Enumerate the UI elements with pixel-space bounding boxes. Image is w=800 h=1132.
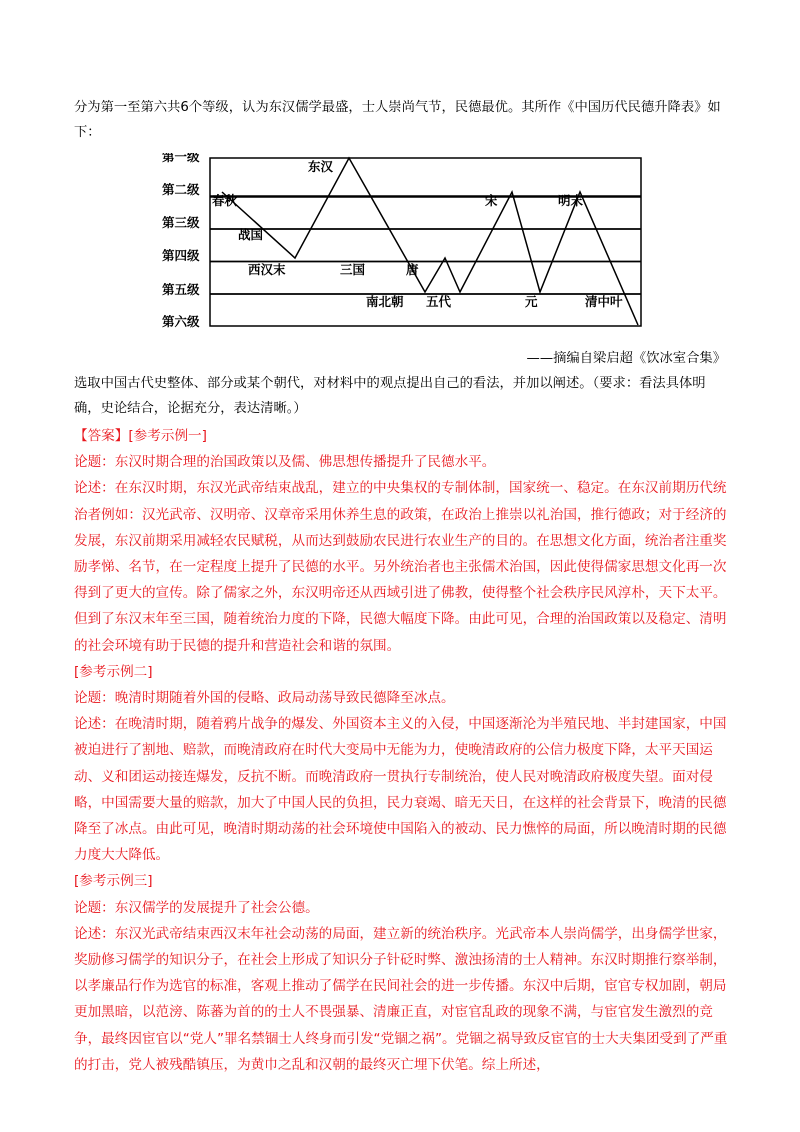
era-label-11: 元 — [525, 294, 538, 309]
argument-3: 论述：东汉光武帝结束西汉末年社会动荡的局面，建立新的统治秩序。光武帝本人崇尚儒学，出身儒学世家，奖励修习儒学的知识分子，在社会上形成了知识分子针砭时弊、激浊扬清的士人精神。东汉时期推行察举制，以孝廉品行作为选官的标准，客观上推动了儒学在民间社会的进一步传播。东汉中后期，宦官专权加剧，朝局更加黑暗，以范滂、陈蕃为首的的士人不畏强暴、清廉正直，对宦官乱政的现象不满，与宦官发生激烈的竞争，最终因宦官以“党人”罪名禁锢士人终身而引发“党锢之祸”。党锢之祸导致反宦官的士大夫集团受到了严重的打击，党人被残酷镇压，为黄巾之乱和汉朝的最终灭亡埋下伏笔。综上所述， — [74, 925, 728, 1073]
era-label-6: 唐 — [406, 262, 419, 277]
example-heading-2: [参考示例二] — [74, 663, 153, 680]
era-label-5: 三国 — [340, 262, 366, 277]
level-label-4: 第四级 — [162, 248, 200, 263]
era-label-10: 明末 — [558, 193, 584, 208]
thesis-1: 论题：东汉时期合理的治国政策以及儒、佛思想传播提升了民德水平。 — [74, 454, 496, 471]
thesis-2: 论题：晚清时期随着外国的侵略、政局动荡导致民德降至冰点。 — [74, 690, 455, 707]
level-label-6: 第六级 — [162, 314, 200, 329]
level-label-3: 第三级 — [162, 215, 200, 230]
chart-svg — [160, 153, 650, 343]
level-label-5: 第五级 — [162, 282, 200, 297]
level-label-2: 第二级 — [162, 182, 200, 197]
era-label-9: 宋 — [485, 193, 498, 208]
question-paragraph: 选取中国古代史整体、部分或某个朝代，对材料中的观点提出自己的看法，并加以阐述。（要求：看法具体明确，史论结合，论据充分，表达清晰。） — [74, 376, 706, 416]
era-label-12: 清中叶 — [585, 294, 623, 309]
level-label-1: 第一级 — [162, 153, 200, 164]
argument-2: 论述：在晚清时期，随着鸦片战争的爆发、外国资本主义的入侵，中国逐渐沦为半殖民地、半封建国家，中国被迫进行了割地、赔款，而晚清政府在时代大变局中无能为力，使晚清政府的公信力极度下降，太平天国运动、义和团运动接连爆发，反抗不断。而晚清政府一贯执行专制统治，使人民对晚清政府极度失望。面对侵略，中国需要大量的赔款，加大了中国人民的负担，民力衰竭、暗无天日，在这样的社会背景下，晚清的民德降至了冰点。由此可见，晚清时期动荡的社会环境使中国陷入的被动、民力憔悴的局面，所以晚清时期的民德力度大大降低。 — [74, 716, 727, 864]
era-label-3: 战国 — [238, 227, 264, 242]
era-label-4: 西汉末 — [248, 262, 286, 277]
thesis-3: 论题：东汉儒学的发展提升了社会公德。 — [74, 899, 319, 916]
argument-1: 论述：在东汉时期，东汉光武帝结束战乱，建立的中央集权的专制体制，国家统一、稳定。在东汉前期历代统治者例如：汉光武帝、汉明帝、汉章帝采用休养生息的政策，在政治上推崇以礼治国，推行德政；对于经济的发展，东汉前期采用减轻农民赋税，从而达到鼓励农民进行农业生产的目的。在思想文化方面，统治者注重奖励孝悌、名节，在一定程度上提升了民德的水平。另外统治者也主张儒术治国，因此使得儒家思想文化再一次得到了更大的宣传。除了儒家之外，东汉明帝还从西域引进了佛教，使得整个社会秩序民风淳朴，天下太平。但到了东汉末年至三国，随着统治力度的下降，民德大幅度下降。由此可见，合理的治国政策以及稳定、清明的社会环境有助于民德的提升和营造社会和谐的氛围。 — [74, 480, 727, 654]
era-label-1: 东汉 — [308, 159, 334, 174]
answer-heading: 【答案】[参考示例一] — [74, 428, 207, 444]
source-citation: ——摘编自梁启超《饮冰室合集》 — [526, 351, 726, 366]
answer-section — [74, 423, 734, 1078]
intro-paragraph: 分为第一至第六共6个等级，认为东汉儒学最盛，士人崇尚气节，民德最优。其所作《中国历代民德升降表》如下： — [74, 100, 721, 140]
era-label-7: 南北朝 — [366, 294, 404, 309]
era-label-8: 五代 — [426, 294, 452, 309]
moral-level-chart — [160, 153, 650, 343]
era-label-2: 春秋 — [212, 193, 238, 208]
example-heading-3: [参考示例三] — [74, 873, 153, 890]
